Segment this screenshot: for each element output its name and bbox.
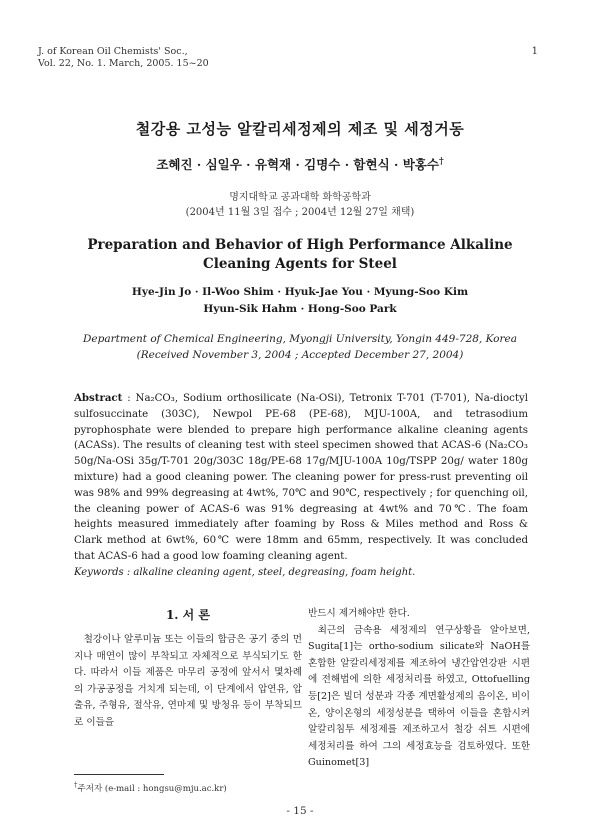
journal-line-1: J. of Korean Oil Chemists' Soc.,	[38, 46, 188, 57]
abstract-text: : Na₂CO₃, Sodium orthosilicate (Na-OSi), Tetronix T-701 (T-701), Na-dioctyl sulfosuccinate (303C), Newpol PE-68 (PE-68), MJU-100A, and tetrasodium pyrophosphate were blended to prepare high performance alkaline cleaning agents (ACASs). The results of cleaning test with steel specimen showed that ACAS-6 (Na₂CO₃ 50g/Na-OSi 35g/T-701 20g/303C 18g/PE-68 17g/MJU-100A 10g/TSPP 20g/ water 180g mixture) had a good cleaning power. The cleaning power for press-rust preventing oil was 98% and 99% degreasing at 4wt%, 70℃ and 90℃, respectively ; for quenching oil, the cleaning power of ACAS-6 was 91% degreasing at 4wt% and 70℃. The foam heights measured immediately after foaming by Ross & Miles method and Ross & Clark method at 6wt%, 60℃ were 18mm and 65mm, respectively. It was concluded that ACAS-6 had a good low foaming cleaning agent.	[74, 393, 528, 562]
journal-citation	[38, 46, 209, 70]
footnote-rule	[74, 774, 164, 775]
page-number-top: 1	[531, 46, 538, 57]
intro-paragraph-2: 최근의 금속용 세정제의 연구상황을 알아보면, Sugita[1]는 ortho-sodium silicate와 NaOH를 혼합한 알칼리세정제를 제조하여 냉간압연강판 시편에 전해법에 의한 세정처리를 하였고, Ottofuelling 등[2]은 빌더 성분과 각종 계면활성제의 음이온, 비이온, 양이온형의 세정성분을 택하여 이들을 혼합시켜 알칼리침투 세정제를 제조하고서 철강 쉬트 시편에 세정처리를 하여 그의 세정효능을 검토하였다. 또한 Guinomet[3]	[308, 624, 530, 769]
abstract	[74, 391, 528, 565]
korean-affiliation: 명지대학교 공과대학 화학공학과	[229, 192, 371, 203]
footnote-mark: †	[74, 780, 78, 789]
intro-paragraph-1-cont: 반드시 제거해야만 한다.	[308, 608, 410, 619]
corresponding-mark: †	[438, 156, 444, 167]
english-title-line-1: Preparation and Behavior of High Performance Alkaline	[87, 237, 513, 253]
footnote-text: 주저자 (e-mail : hongsu@mju.ac.kr)	[77, 783, 227, 794]
english-affiliation: Department of Chemical Engineering, Myongji University, Yongin 449-728, Korea	[82, 333, 517, 345]
footnote	[74, 780, 227, 794]
folio: - 15 -	[286, 805, 314, 817]
korean-dates: (2004년 11월 3일 접수 ; 2004년 12월 27일 채택)	[185, 207, 415, 218]
keywords: Keywords : alkaline cleaning agent, steel, degreasing, foam height.	[74, 567, 416, 578]
english-authors-line-2: Hyun-Sik Hahm · Hong-Soo Park	[203, 303, 397, 315]
english-authors-line-1: Hye-Jin Jo · Il-Woo Shim · Hyuk-Jae You · Myung-Soo Kim	[131, 286, 469, 298]
intro-paragraph-1: 철강이나 알루미늄 또는 이들의 합금은 공기 중의 먼지나 매연이 많이 부착되고 자체적으로 부식되기도 한다. 따라서 이들 제품은 마무리 공정에 앞서서 몇차례의 가공공정을 거치게 되는데, 이 단계에서 압연유, 압출유, 주형유, 절삭유, 연마제 및 방청유 등이 부착되므로 이들을	[74, 634, 302, 728]
english-dates: (Received November 3, 2004 ; Accepted December 27, 2004)	[136, 349, 464, 361]
english-title-line-2: Cleaning Agents for Steel	[203, 256, 397, 272]
korean-author-list: 조혜진 · 심일우 · 유혁재 · 김명수 · 함현식 · 박홍수	[156, 157, 439, 172]
english-title	[0, 236, 600, 274]
english-authors	[0, 284, 600, 318]
journal-line-2: Vol. 22, No. 1. March, 2005. 15~20	[38, 58, 209, 69]
abstract-label: Abstract	[74, 392, 123, 404]
korean-affiliation-block	[0, 190, 600, 220]
english-affiliation-block	[0, 331, 600, 363]
section-heading: 1. 서 론	[165, 608, 211, 622]
korean-authors	[0, 155, 600, 173]
korean-title: 철강용 고성능 알칼리세정제의 제조 및 세정거동	[135, 120, 465, 138]
body-column-right	[308, 606, 530, 772]
body-column-left	[74, 632, 302, 732]
